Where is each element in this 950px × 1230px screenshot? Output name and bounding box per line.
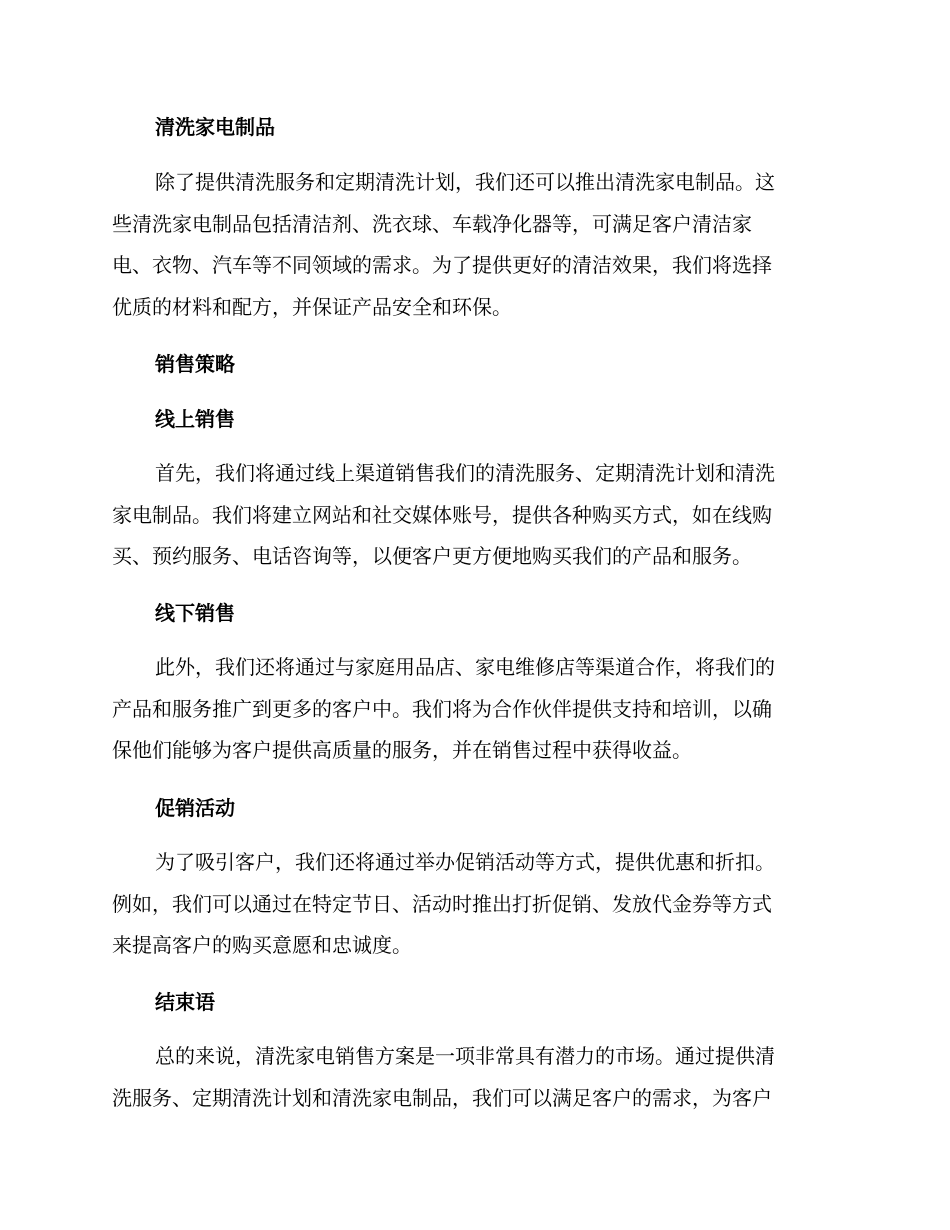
text-line: 些清洗家电制品包括清洁剂、洗衣球、车载净化器等，可满足客户清洁家	[112, 211, 752, 236]
text-line: 家电制品。我们将建立网站和社交媒体账号，提供各种购买方式，如在线购	[112, 502, 772, 527]
heading-offline-sales: 线下销售	[155, 601, 235, 625]
text-line: 买、预约服务、电话咨询等，以便客户更方便地购买我们的产品和服务。	[112, 544, 752, 568]
heading-appliances: 清洗家电制品	[155, 115, 275, 139]
text-line: 优质的材料和配方，并保证产品安全和环保。	[112, 294, 512, 319]
paragraph-appliances	[112, 162, 842, 328]
text-line: 来提高客户的购买意愿和忠诚度。	[112, 933, 412, 957]
text-line: 总的来说，清洗家电销售方案是一项非常具有潜力的市场。通过提供清	[155, 1044, 775, 1068]
heading-conclusion: 结束语	[155, 990, 215, 1014]
paragraph-promotion	[112, 842, 842, 967]
text-line: 除了提供清洗服务和定期清洗计划，我们还可以推出清洗家电制品。这	[155, 170, 775, 194]
text-line: 电、衣物、汽车等不同领域的需求。为了提供更好的清洁效果，我们将选择	[112, 253, 772, 277]
paragraph-offline-sales	[112, 647, 842, 772]
text-line: 为了吸引客户，我们还将通过举办促销活动等方式，提供优惠和折扣。	[155, 850, 775, 874]
heading-promotion: 促销活动	[155, 796, 235, 820]
paragraph-conclusion	[112, 1036, 842, 1119]
paragraph-online-sales	[112, 453, 842, 578]
text-line: 保他们能够为客户提供高质量的服务，并在销售过程中获得收益。	[112, 738, 692, 762]
text-line: 例如，我们可以通过在特定节日、活动时推出打折促销、发放代金券等方式	[112, 891, 772, 916]
text-line: 洗服务、定期清洗计划和清洗家电制品，我们可以满足客户的需求，为客户	[112, 1085, 772, 1110]
text-line: 此外，我们还将通过与家庭用品店、家电维修店等渠道合作，将我们的	[155, 655, 775, 679]
heading-sales-strategy: 销售策略	[155, 352, 235, 376]
text-line: 产品和服务推广到更多的客户中。我们将为合作伙伴提供支持和培训，以确	[112, 696, 772, 721]
heading-online-sales: 线上销售	[155, 407, 235, 431]
text-line: 首先，我们将通过线上渠道销售我们的清洗服务、定期清洗计划和清洗	[155, 461, 775, 485]
